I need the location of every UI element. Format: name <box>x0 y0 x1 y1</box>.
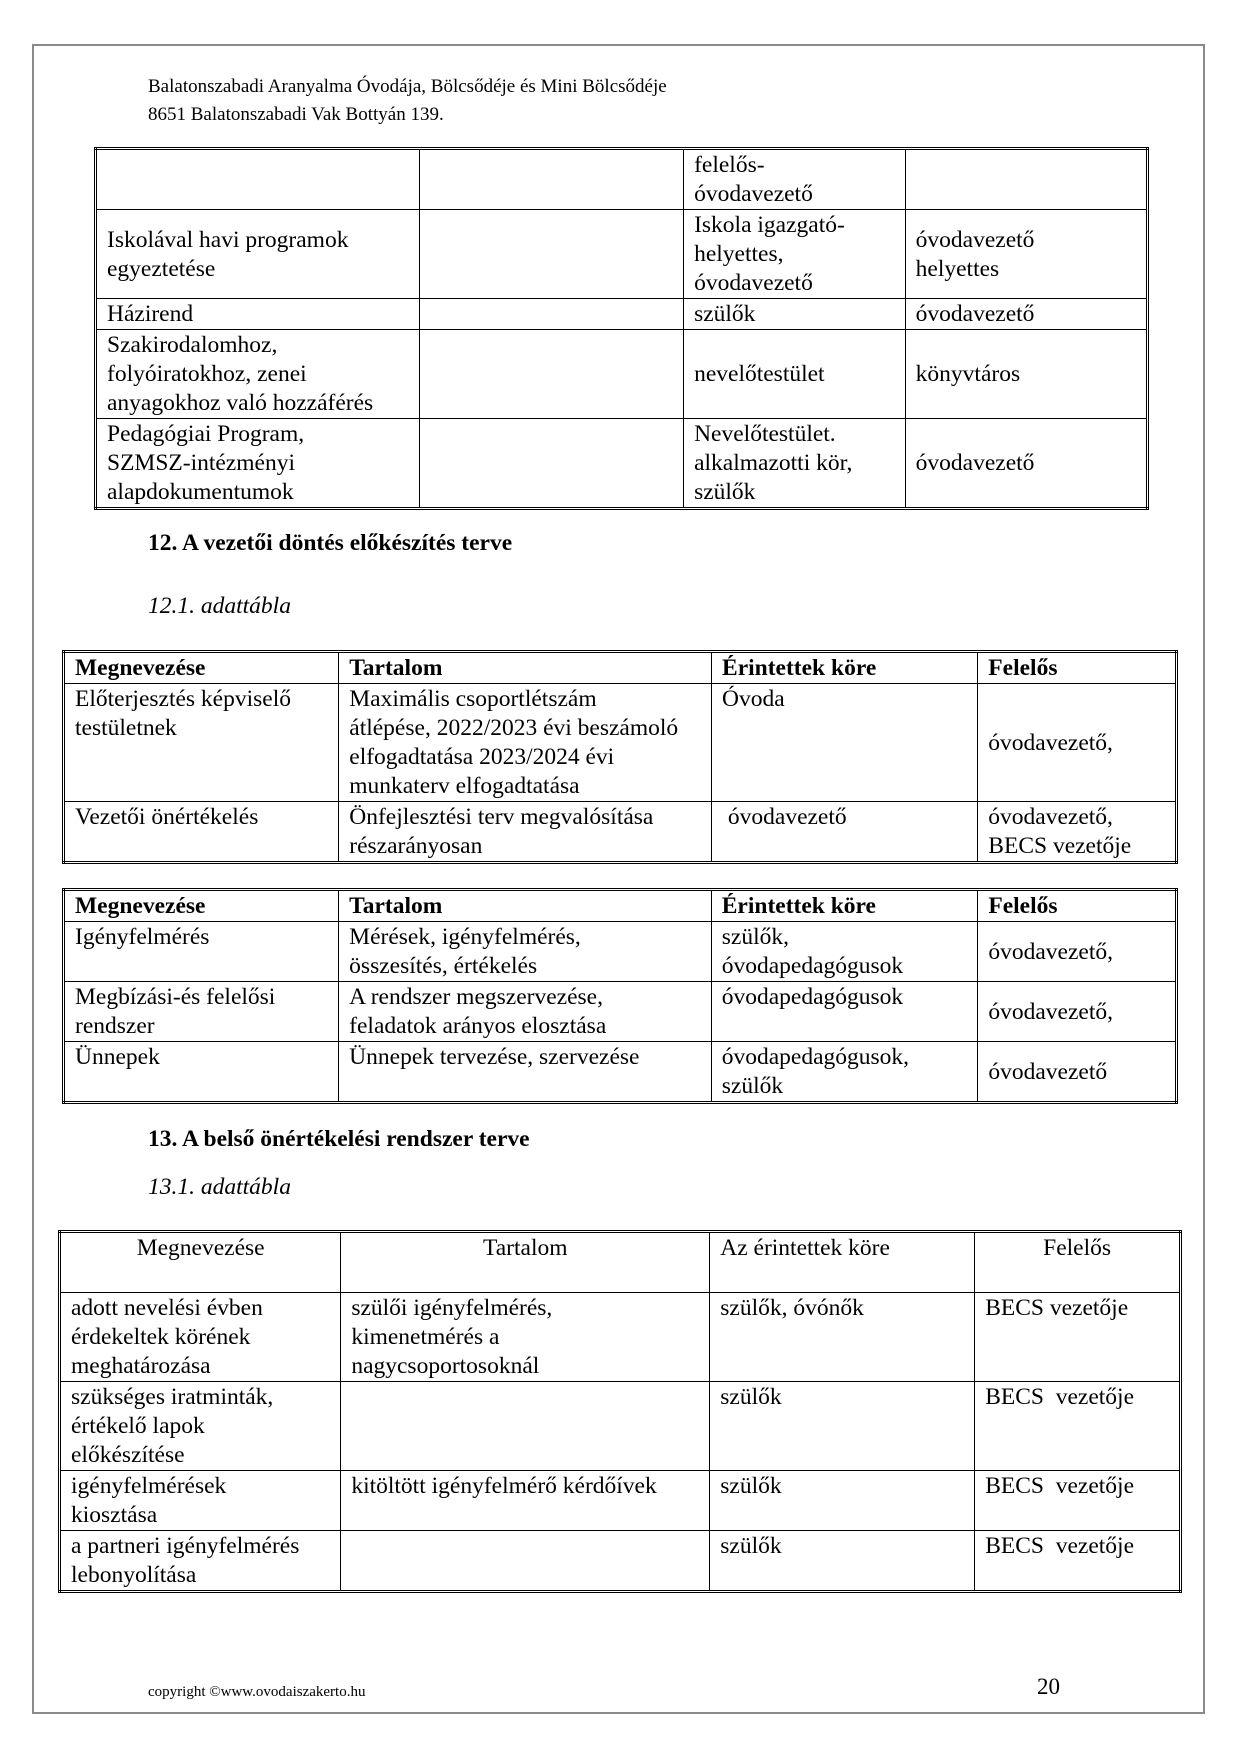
page-number: 20 <box>1037 1674 1060 1699</box>
section-13-subtitle: 13.1. adattábla <box>148 1174 291 1200</box>
table-cell: a partneri igényfelmérés lebonyolítása <box>60 1531 341 1592</box>
table-cell: Ünnepek <box>64 1042 339 1103</box>
self-evaluation-table <box>58 1230 1182 1593</box>
table-row <box>64 982 1177 1042</box>
table-cell: óvodavezető helyettes <box>905 210 1147 299</box>
table-cell <box>419 149 683 210</box>
table-cell: óvodavezető, <box>978 922 1177 982</box>
footer-copyright: copyright ©www.ovodaiszakerto.hu <box>148 1684 366 1700</box>
table-row <box>96 419 1148 509</box>
table-row <box>60 1293 1181 1382</box>
table-row <box>64 922 1177 982</box>
table-cell: Iskola igazgató- helyettes, óvodavezető <box>684 210 906 299</box>
table-cell: BECS vezetője <box>975 1382 1181 1471</box>
table-cell: Igényfelmérés <box>64 922 339 982</box>
table-row <box>96 149 1148 210</box>
table-cell: Ünnepek tervezése, szervezése <box>339 1042 712 1103</box>
column-header: Megnevezése <box>64 652 339 684</box>
table-cell: óvodavezető <box>712 802 978 863</box>
table-cell: Vezetői önértékelés <box>64 802 339 863</box>
table-cell <box>419 210 683 299</box>
continuation-table <box>94 147 1149 510</box>
table-cell: szülők <box>710 1471 975 1531</box>
assessment-table <box>62 888 1178 1104</box>
table-cell <box>419 330 683 419</box>
table-cell: Mérések, igényfelmérés, összesítés, értékelés <box>339 922 712 982</box>
column-header: Megnevezése <box>60 1232 341 1293</box>
column-header: Felelős <box>978 890 1177 922</box>
table-row <box>60 1382 1181 1471</box>
table-cell: óvodavezető, BECS vezetője <box>978 802 1177 863</box>
table-cell: Szakirodalomhoz, folyóiratokhoz, zenei anyagokhoz való hozzáférés <box>96 330 420 419</box>
column-header: Érintettek köre <box>712 652 978 684</box>
column-header: Érintettek köre <box>711 890 978 922</box>
table-cell: szülők, óvónők <box>710 1293 975 1382</box>
table-cell: Előterjesztés képviselő testületnek <box>64 684 339 802</box>
table-cell: BECS vezetője <box>975 1293 1181 1382</box>
table-cell: óvodavezető <box>905 419 1147 509</box>
column-header: Tartalom <box>339 652 712 684</box>
table-cell <box>419 419 683 509</box>
table-cell: óvodapedagógusok <box>711 982 978 1042</box>
document-header <box>148 73 667 129</box>
table-cell: szülői igényfelmérés, kimenetmérés a nagycsoportosoknál <box>341 1293 710 1382</box>
table-cell: óvodavezető <box>978 1042 1177 1103</box>
header-institution: Balatonszabadi Aranyalma Óvodája, Bölcsődéje és Mini Bölcsődéje <box>148 76 667 97</box>
table-cell: szükséges iratminták, értékelő lapok előkészítése <box>60 1382 341 1471</box>
table-cell: szülők <box>684 299 906 330</box>
table-cell: Maximális csoportlétszám átlépése, 2022/2023 évi beszámoló elfogadtatása 2023/2024 évi munkaterv elfogadtatása <box>339 684 712 802</box>
table-cell: felelős- óvodavezető <box>684 149 906 210</box>
table-cell: szülők, óvodapedagógusok <box>711 922 978 982</box>
table-header-row <box>60 1232 1181 1293</box>
table-cell: adott nevelési évben érdekeltek körének meghatározása <box>60 1293 341 1382</box>
table-cell <box>96 149 420 210</box>
table-row <box>60 1471 1181 1531</box>
decision-prep-table <box>62 650 1178 864</box>
table-cell: óvodavezető <box>905 299 1147 330</box>
section-12-title: 12. A vezetői döntés előkészítés terve <box>148 530 513 556</box>
table-row <box>96 299 1148 330</box>
table-cell <box>419 299 683 330</box>
section-13-title: 13. A belső önértékelési rendszer terve <box>148 1126 530 1152</box>
table-cell: A rendszer megszervezése, feladatok arányos elosztása <box>339 982 712 1042</box>
table-cell: óvodavezető, <box>978 684 1177 802</box>
table-row <box>64 1042 1177 1103</box>
column-header: Az érintettek köre <box>710 1232 975 1293</box>
table-cell: igényfelmérések kiosztása <box>60 1471 341 1531</box>
table-cell: Nevelőtestület. alkalmazotti kör, szülők <box>684 419 906 509</box>
table-cell: Óvoda <box>712 684 978 802</box>
table-cell: óvodavezető, <box>978 982 1177 1042</box>
table-header-row <box>64 890 1177 922</box>
table-cell: szülők <box>710 1382 975 1471</box>
table-cell: BECS vezetője <box>975 1471 1181 1531</box>
header-address: 8651 Balatonszabadi Vak Bottyán 139. <box>148 104 444 125</box>
table-cell: Iskolával havi programok egyeztetése <box>96 210 420 299</box>
table-cell: BECS vezetője <box>975 1531 1181 1592</box>
table-cell: Házirend <box>96 299 420 330</box>
section-12-subtitle: 12.1. adattábla <box>148 593 291 619</box>
table-cell: szülők <box>710 1531 975 1592</box>
table-cell: Önfejlesztési terv megvalósítása részarányosan <box>339 802 712 863</box>
table-row <box>60 1531 1181 1592</box>
table-cell: nevelőtestület <box>684 330 906 419</box>
table-cell <box>341 1382 710 1471</box>
table-cell <box>341 1531 710 1592</box>
table-cell: óvodapedagógusok, szülők <box>711 1042 978 1103</box>
table-header-row <box>64 652 1177 684</box>
column-header: Tartalom <box>339 890 712 922</box>
table-cell: Pedagógiai Program, SZMSZ-intézményi alapdokumentumok <box>96 419 420 509</box>
table-cell: kitöltött igényfelmérő kérdőívek <box>341 1471 710 1531</box>
table-cell <box>905 149 1147 210</box>
column-header: Tartalom <box>341 1232 710 1293</box>
column-header: Megnevezése <box>64 890 339 922</box>
table-row <box>64 802 1177 863</box>
column-header: Felelős <box>978 652 1177 684</box>
table-row <box>64 684 1177 802</box>
table-cell: Megbízási-és felelősi rendszer <box>64 982 339 1042</box>
table-row <box>96 330 1148 419</box>
table-cell: könyvtáros <box>905 330 1147 419</box>
column-header: Felelős <box>975 1232 1181 1293</box>
table-row <box>96 210 1148 299</box>
